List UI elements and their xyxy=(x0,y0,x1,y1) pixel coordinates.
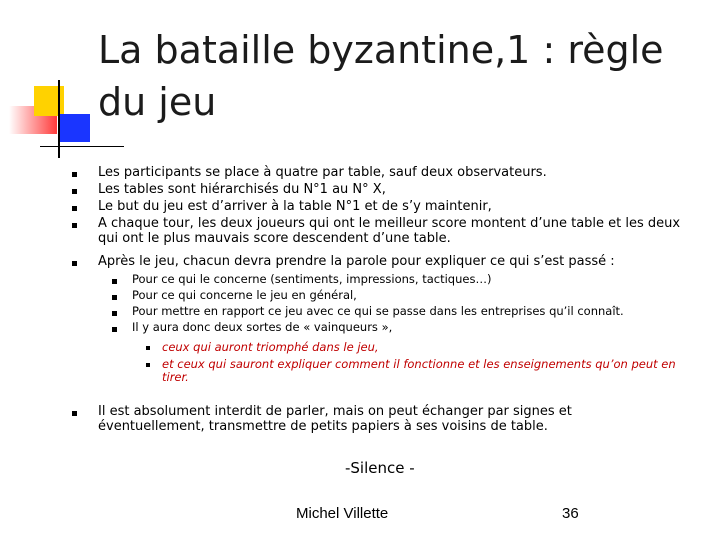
bullet-text-last: Il est absolument interdit de parler, mais on peut échanger par signes et éventuellement, transmettre de petits papiers à ses voisins de table. xyxy=(98,404,572,434)
bullet-icon xyxy=(72,411,77,416)
decorative-horizontal-line xyxy=(40,146,124,147)
bullet-text-4: A chaque tour, les deux joueurs qui ont le meilleur score montent d’une table et les deux qui ont le plus mauvais score descendent d’une table. xyxy=(98,216,681,246)
page-number: 36 xyxy=(562,505,579,522)
footer-author: Michel Villette xyxy=(296,505,389,522)
sub-bullet-text-2: Pour ce qui concerne le jeu en général, xyxy=(132,288,357,302)
sub-bullet-text-3: Pour mettre en rapport ce jeu avec ce qui se passe dans les entreprises qu’il connaît. xyxy=(132,304,624,318)
slide-title: La bataille byzantine,1 : règle du jeu xyxy=(98,28,664,124)
silence-text: -Silence - xyxy=(345,459,415,477)
bullet-text-5: Après le jeu, chacun devra prendre la parole pour expliquer ce qui s’est passé : xyxy=(98,254,615,269)
bullet-text-1: Les participants se place à quatre par table, sauf deux observateurs. xyxy=(98,165,547,180)
bullet-icon xyxy=(72,189,77,194)
bullet-icon xyxy=(72,172,77,177)
sub-sub-bullet-text-1: ceux qui auront triomphé dans le jeu, xyxy=(162,340,379,354)
sub-bullet-text-4: Il y aura donc deux sortes de « vainqueurs », xyxy=(132,320,393,334)
sub-sub-bullet-text-2: et ceux qui sauront expliquer comment il fonctionne et les enseignements qu’on peut en tirer. xyxy=(162,357,676,384)
sub-sub-bullet-icon xyxy=(146,363,150,367)
sub-bullet-text-1: Pour ce qui le concerne (sentiments, impressions, tactiques…) xyxy=(132,272,492,286)
sub-bullet-icon xyxy=(112,311,117,316)
bullet-icon xyxy=(72,261,77,266)
bullet-text-3: Le but du jeu est d’arriver à la table N°1 et de s’y maintenir, xyxy=(98,199,492,214)
bullet-icon xyxy=(72,206,77,211)
bullet-text-2: Les tables sont hiérarchisés du N°1 au N° X, xyxy=(98,182,386,197)
sub-sub-bullet-icon xyxy=(146,346,150,350)
sub-bullet-icon xyxy=(112,327,117,332)
bullet-icon xyxy=(72,223,77,228)
sub-bullet-icon xyxy=(112,295,117,300)
decorative-blue-square xyxy=(60,114,90,142)
sub-bullet-icon xyxy=(112,279,117,284)
